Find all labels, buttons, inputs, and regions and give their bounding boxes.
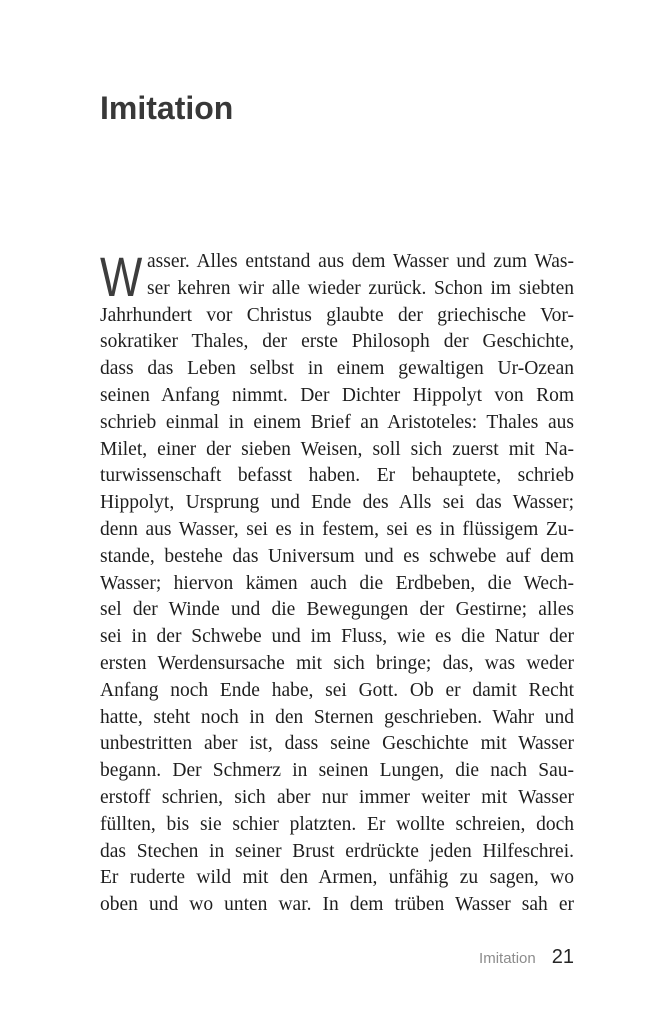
text-line: asser. Alles entstand aus dem Wasser und zum Was- [147,251,574,272]
text-line: das Stechen in seiner Brust erdrückte jeden Hilfeschrei. [100,840,574,862]
text-line: seinen Anfang nimmt. Der Dichter Hippolyt von Rom [100,384,574,406]
text-line: Anfang noch Ende habe, sei Gott. Ob er damit Recht [100,679,574,701]
text-line: erstoff schrien, sich aber nur immer weiter mit Wasser [100,786,574,808]
drop-cap-letter: W [100,245,143,308]
page-number: 21 [551,946,574,968]
page-footer [479,946,574,969]
text-line: stande, bestehe das Universum und es schwebe auf dem [100,545,574,567]
text-line: denn aus Wasser, sei es in festem, sei es in flüssigem Zu- [100,518,574,540]
running-footer-chapter-label: Imitation [479,950,536,967]
text-line: Wasser; hiervon kämen auch die Erdbeben, die Wech- [100,572,574,594]
text-line: Jahrhundert vor Christus glaubte der griechische Vor- [100,304,574,326]
text-line: oben und wo unten war. In dem trüben Wasser sah er [100,894,574,916]
text-line: Hippolyt, Ursprung und Ende des Alls sei das Wasser; [100,492,574,514]
text-line: ser kehren wir alle wieder zurück. Schon im siebten [147,277,574,299]
text-line: begann. Der Schmerz in seinen Lungen, die nach Sau- [100,760,574,782]
body-text-block [100,245,574,919]
text-line: ersten Werdensursache mit sich bringe; das, was weder [100,652,574,674]
text-line: hatte, steht noch in den Sternen geschrieben. Wahr und [100,706,574,728]
text-line: schrieb einmal in einem Brief an Aristoteles: Thales aus [100,411,574,433]
text-line: sel der Winde und die Bewegungen der Gestirne; alles [100,599,574,621]
chapter-title: Imitation [100,90,234,126]
text-line: dass das Leben selbst in einem gewaltigen Ur-Ozean [100,358,574,380]
text-line: unbestritten aber ist, dass seine Geschichte mit Wasser [100,733,574,755]
text-line: füllten, bis sie schier platzten. Er wollte schreien, doch [100,813,574,835]
paragraph [100,245,574,919]
text-line: sei in der Schwebe und im Fluss, wie es die Natur der [100,626,574,648]
text-line: turwissenschaft befasst haben. Er behauptete, schrieb [100,465,574,487]
text-line: Milet, einer der sieben Weisen, soll sich zuerst mit Na- [100,438,574,460]
text-line: Er ruderte wild mit den Armen, unfähig zu sagen, wo [100,867,574,889]
text-line: sokratiker Thales, der erste Philosoph der Geschichte, [100,331,574,353]
